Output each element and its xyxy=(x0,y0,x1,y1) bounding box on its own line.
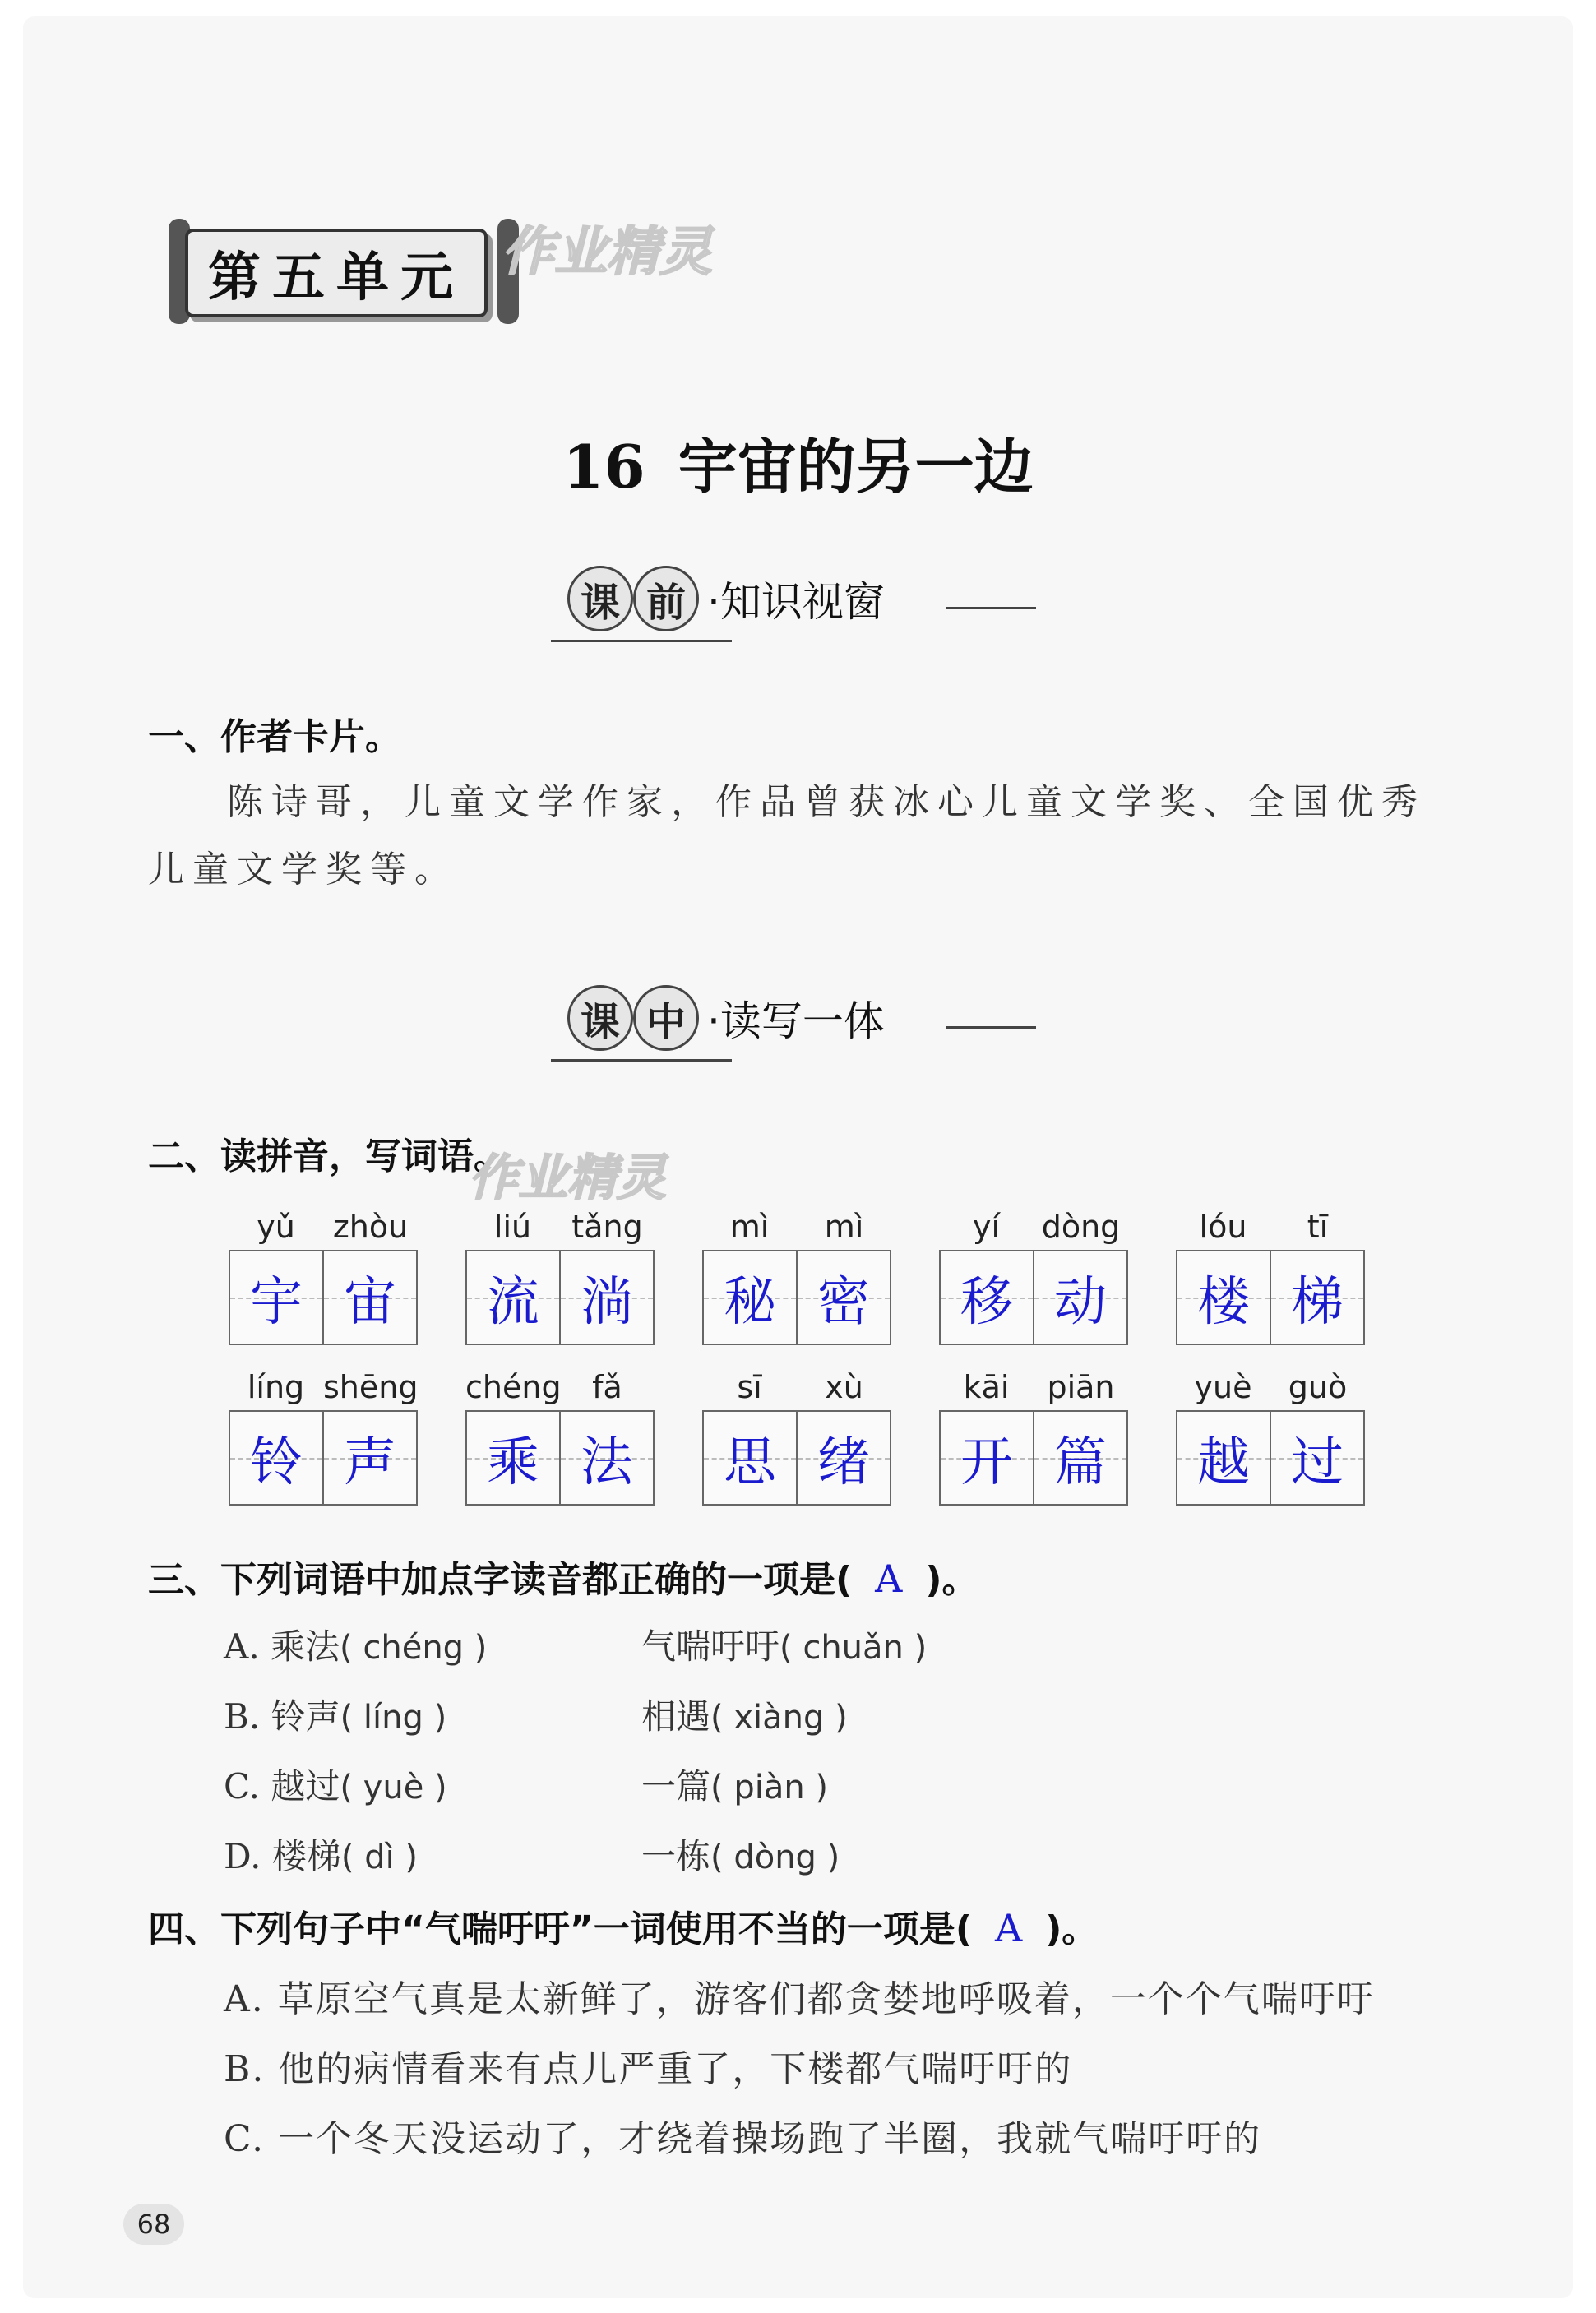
handwritten-char: 楼 xyxy=(1197,1272,1250,1333)
tianzige-grid xyxy=(702,1250,891,1345)
handwritten-char: 密 xyxy=(817,1272,870,1333)
pinyin: guò xyxy=(1288,1369,1348,1405)
question-3-prefix: 三、下列词语中加点字读音都正确的一项是( xyxy=(148,1559,853,1601)
option-c: C. 一个冬天没运动了，才绕着操场跑了半圈，我就气喘吁吁的 xyxy=(224,2118,1262,2160)
handwritten-char: 篇 xyxy=(1054,1432,1107,1493)
word-item xyxy=(702,1369,891,1493)
word-item xyxy=(939,1369,1128,1493)
option-word: 一栋 xyxy=(641,1836,711,1876)
pinyin: dòng xyxy=(1041,1209,1121,1245)
handwritten-char: 过 xyxy=(1291,1432,1344,1493)
decorative-rule xyxy=(551,1059,732,1062)
word-item xyxy=(702,1209,891,1333)
option-pinyin: ( dì ) xyxy=(340,1839,419,1876)
option-a-left xyxy=(224,1620,487,1669)
decorative-rule xyxy=(551,640,732,642)
tianzige-grid xyxy=(1176,1410,1365,1506)
lesson-name: 宇宙的另一边 xyxy=(678,432,1034,502)
option-word: 气喘吁吁 xyxy=(641,1626,780,1667)
section-badge: 课 xyxy=(567,566,633,631)
word-item xyxy=(229,1209,418,1333)
handwritten-char: 越 xyxy=(1197,1432,1250,1493)
handwritten-char: 思 xyxy=(724,1432,776,1493)
word-item xyxy=(1176,1209,1365,1333)
word-item xyxy=(229,1369,419,1493)
tianzige-grid xyxy=(465,1410,655,1506)
unit-title-box xyxy=(185,229,488,317)
section-header-in-class xyxy=(543,985,1036,1076)
decorative-rule xyxy=(946,1026,1036,1029)
pinyin: sī xyxy=(737,1369,762,1405)
option-c-left xyxy=(224,1760,447,1809)
option-b-right xyxy=(641,1690,848,1739)
tianzige-grid xyxy=(465,1250,655,1345)
option-word: B. 铃声 xyxy=(224,1696,340,1737)
option-a-right xyxy=(641,1620,927,1669)
question-4-suffix: )。 xyxy=(1045,1908,1099,1950)
handwritten-char: 声 xyxy=(344,1432,396,1493)
option-pinyin: ( líng ) xyxy=(340,1699,447,1737)
question-3 xyxy=(148,1550,978,1603)
option-a: A. 草原空气真是太新鲜了，游客们都贪婪地呼吸着，一个个气喘吁吁 xyxy=(224,1978,1375,2020)
handwritten-char: 开 xyxy=(960,1432,1013,1493)
page-number: 68 xyxy=(123,2204,184,2245)
lesson-number: 16 xyxy=(562,432,645,502)
lesson-title xyxy=(0,419,1596,505)
author-card-text: 陈诗哥，儿童文学作家，作品曾获冰心儿童文学奖、全国优秀儿童文学奖等。 xyxy=(148,781,1426,891)
handwritten-char: 宙 xyxy=(344,1272,396,1333)
word-item xyxy=(939,1209,1128,1333)
handwritten-char: 乘 xyxy=(487,1432,539,1493)
option-word: D. 楼梯 xyxy=(224,1836,341,1876)
pinyin: zhòu xyxy=(332,1209,409,1245)
tianzige-grid xyxy=(939,1410,1128,1506)
unit-title: 第五单元 xyxy=(208,247,465,308)
pinyin: tǎng xyxy=(571,1209,643,1245)
option-pinyin: ( chéng ) xyxy=(340,1629,488,1667)
option-d-left xyxy=(224,1830,418,1879)
handwritten-char: 移 xyxy=(960,1272,1013,1333)
pinyin: xù xyxy=(825,1369,863,1405)
option-pinyin: ( yuè ) xyxy=(340,1769,447,1806)
handwritten-char: 梯 xyxy=(1291,1272,1344,1333)
section-header-before-class xyxy=(543,566,1036,656)
handwritten-char: 秘 xyxy=(724,1272,776,1333)
word-item xyxy=(465,1369,655,1493)
pinyin: kāi xyxy=(963,1369,1010,1405)
option-word: C. 越过 xyxy=(224,1766,340,1806)
handwritten-char: 宇 xyxy=(250,1272,303,1333)
tianzige-grid xyxy=(229,1410,418,1506)
section-badge: 课 xyxy=(567,985,633,1051)
option-b: B. 他的病情看来有点儿严重了，下楼都气喘吁吁的 xyxy=(224,2048,1073,2090)
pinyin: tī xyxy=(1307,1209,1329,1245)
option-pinyin: ( xiàng ) xyxy=(710,1699,848,1737)
option-pinyin: ( chuǎn ) xyxy=(779,1629,928,1667)
pinyin: mì xyxy=(729,1209,770,1245)
word-item xyxy=(465,1209,655,1333)
pinyin: mì xyxy=(824,1209,864,1245)
option-b-left xyxy=(224,1690,446,1739)
decorative-rule xyxy=(946,607,1036,609)
section-label: ·读写一体 xyxy=(707,997,885,1045)
question-4 xyxy=(148,1899,1098,1952)
handwritten-char: 淌 xyxy=(581,1272,633,1333)
pinyin: yí xyxy=(972,1209,1001,1245)
section-label: ·知识视窗 xyxy=(707,578,885,626)
tianzige-grid xyxy=(229,1250,418,1345)
option-c-right xyxy=(641,1760,828,1809)
option-d-right xyxy=(641,1830,840,1879)
pinyin: chéng xyxy=(465,1369,562,1405)
unit-banner xyxy=(152,214,547,337)
watermark: 作业精灵 xyxy=(469,1150,666,1207)
option-pinyin: ( dòng ) xyxy=(710,1839,840,1876)
option-word: 相遇 xyxy=(641,1696,711,1737)
pinyin: yǔ xyxy=(257,1209,295,1245)
option-pinyin: ( piàn ) xyxy=(710,1769,829,1806)
pinyin: liú xyxy=(493,1209,532,1245)
watermark: 作业精灵 xyxy=(502,222,712,283)
handwritten-char: 法 xyxy=(581,1432,633,1493)
section-badge: 前 xyxy=(633,566,699,631)
pinyin: yuè xyxy=(1194,1369,1252,1405)
tianzige-grid xyxy=(702,1410,891,1506)
question-3-suffix: )。 xyxy=(925,1559,978,1601)
word-item xyxy=(1176,1369,1365,1493)
question-1-heading: 一、作者卡片。 xyxy=(148,716,401,758)
handwritten-answer: A xyxy=(994,1906,1023,1950)
handwritten-char: 铃 xyxy=(250,1432,303,1493)
pinyin: lóu xyxy=(1199,1209,1247,1245)
section-badge: 中 xyxy=(633,985,699,1051)
question-4-prefix: 四、下列句子中“气喘吁吁”一词使用不当的一项是( xyxy=(148,1908,972,1950)
pinyin: fǎ xyxy=(592,1369,622,1405)
tianzige-grid xyxy=(1176,1250,1365,1345)
pinyin: piān xyxy=(1047,1369,1115,1405)
pinyin: líng xyxy=(247,1369,305,1405)
question-2-heading: 二、读拼音，写词语。 xyxy=(148,1136,510,1177)
pinyin: shēng xyxy=(323,1369,419,1405)
tianzige-grid xyxy=(939,1250,1128,1345)
option-word: 一篇 xyxy=(641,1766,711,1806)
handwritten-answer: A xyxy=(875,1557,903,1601)
handwritten-char: 绪 xyxy=(817,1432,870,1493)
handwritten-char: 流 xyxy=(487,1272,539,1333)
handwritten-char: 动 xyxy=(1054,1272,1107,1333)
option-word: A. 乘法 xyxy=(224,1626,340,1667)
